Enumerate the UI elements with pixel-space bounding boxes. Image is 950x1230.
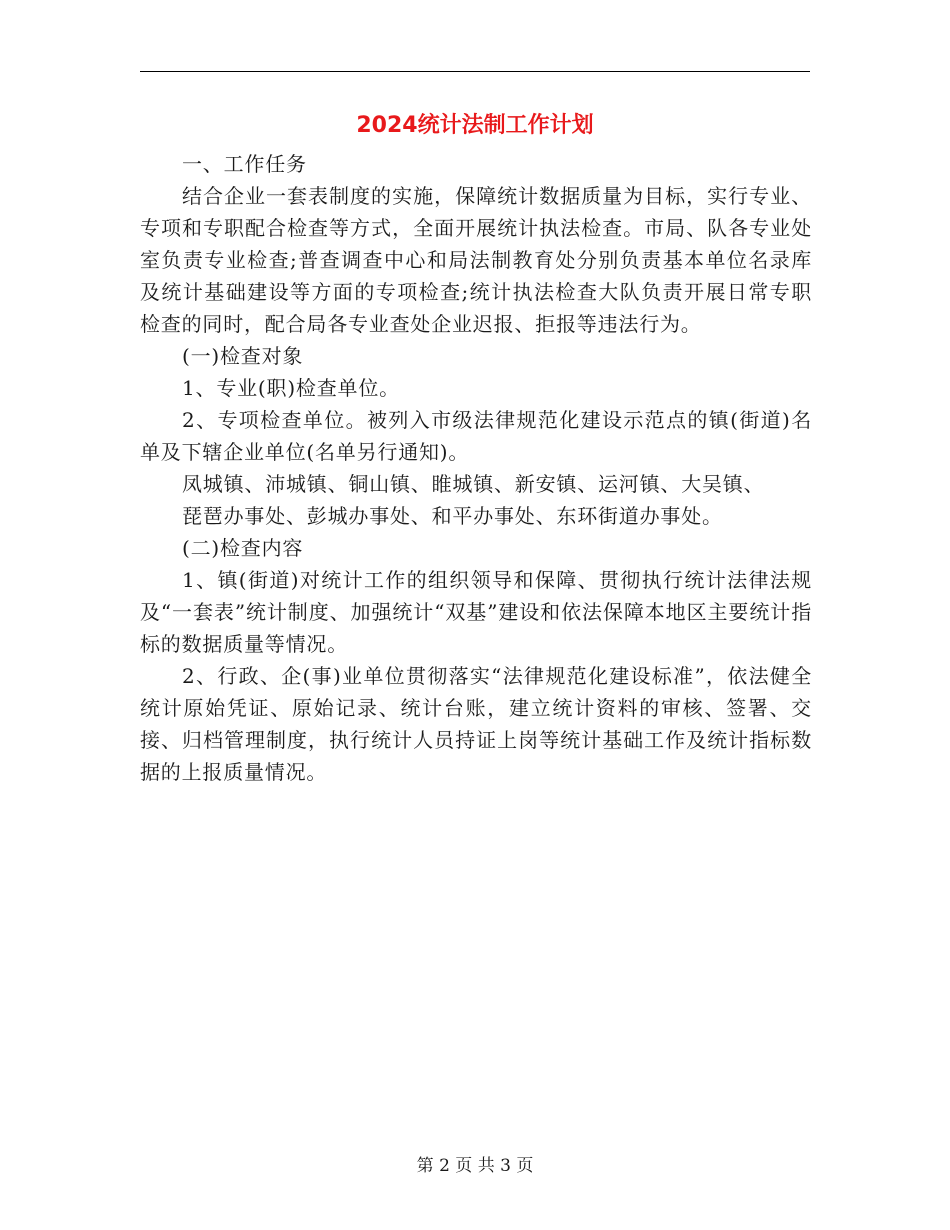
document-title: 2024统计法制工作计划 (356, 113, 594, 138)
subheading-inspection-content: (二)检查内容 (182, 536, 304, 560)
list-item-unit-inspection: 2、行政、企(事)业单位贯彻落实“法律规范化建设标准”，依法健全统计原始凭证、原始记录、统计台账，建立统计资料的审核、签署、交接、归档管理制度，执行统计人员持证上岗等统计基础工作及统计指标数据的上报质量情况。 (140, 664, 812, 784)
subheading-inspection-targets: (一)检查对象 (182, 344, 304, 368)
page-number-footer: 第 2 页 共 3 页 (416, 1156, 534, 1176)
town-list (140, 468, 812, 532)
header-rule (140, 71, 810, 72)
list-item-professional-inspection: 1、专业(职)检查单位。 (182, 376, 400, 400)
document-body (140, 148, 812, 788)
paragraph-tasks-description: 结合企业一套表制度的实施，保障统计数据质量为目标，实行专业、专项和专职配合检查等方式，全面开展统计执法检查。市局、队各专业处室负责专业检查;普查调查中心和局法制教育处分别负责基本单位名录库及统计基础建设等方面的专项检查;统计执法检查大队负责开展日常专职检查的同时，配合局各专业查处企业迟报、拒报等违法行为。 (140, 184, 812, 336)
list-item-special-inspection: 2、专项检查单位。被列入市级法律规范化建设示范点的镇(街道)名单及下辖企业单位(名单另行通知)。 (140, 408, 812, 464)
town-list-line-1: 凤城镇、沛城镇、铜山镇、睢城镇、新安镇、运河镇、大吴镇、 (182, 472, 765, 496)
section-heading-tasks: 一、工作任务 (182, 152, 307, 176)
town-list-line-2: 琵琶办事处、彭城办事处、和平办事处、东环街道办事处。 (182, 504, 723, 528)
list-item-town-inspection: 1、镇(街道)对统计工作的组织领导和保障、贯彻执行统计法律法规及“一套表”统计制度、加强统计“双基”建设和依法保障本地区主要统计指标的数据质量等情况。 (140, 568, 812, 656)
